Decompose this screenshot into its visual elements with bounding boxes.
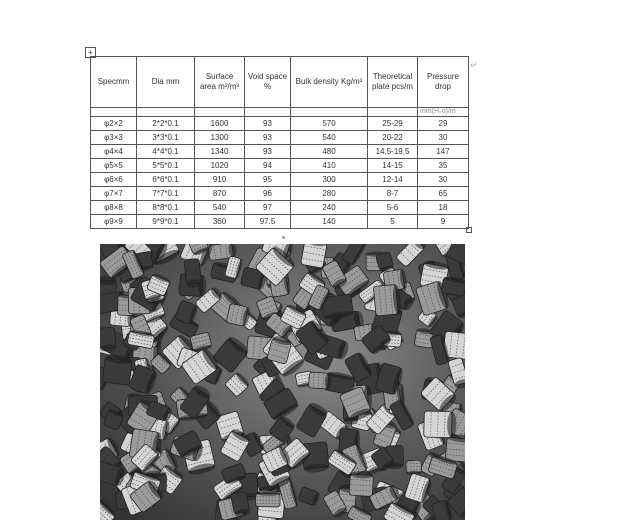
table-cell: 540 <box>291 131 368 145</box>
table-cell: 410 <box>291 159 368 173</box>
table-cell: 93 <box>245 145 291 159</box>
table-cell: 25-29 <box>368 117 418 131</box>
table-row <box>91 173 469 187</box>
mesh-ring <box>102 353 133 385</box>
table-cell: 97 <box>245 201 291 215</box>
mesh-ring <box>255 491 280 507</box>
table-cell: 540 <box>195 201 245 215</box>
header-cell: Bulk density Kg/m³ <box>291 57 368 108</box>
table-cell: 7*7*0.1 <box>137 187 195 201</box>
table-cell: 94 <box>245 159 291 173</box>
table-cell: 12-14 <box>368 173 418 187</box>
table-resize-handle[interactable] <box>466 227 472 233</box>
table-header-row <box>91 57 469 108</box>
table-cell: 910 <box>195 173 245 187</box>
table-cell: 20-22 <box>368 131 418 145</box>
table-cell: 9*9*0.1 <box>137 214 195 228</box>
table-cell: 65 <box>418 187 469 201</box>
table-cell: 30 <box>418 173 469 187</box>
table-row <box>91 214 469 228</box>
mesh-ring <box>100 327 116 352</box>
table-cell: 5*5*0.1 <box>137 159 195 173</box>
header-cell: Surface area m²/m³ <box>195 57 245 108</box>
table-cell: 93 <box>245 117 291 131</box>
mesh-ring <box>308 372 331 389</box>
table-cell: φ2×2 <box>91 117 137 131</box>
mesh-ring <box>296 400 330 437</box>
table-move-handle[interactable]: + <box>85 47 96 58</box>
table-cell: 147 <box>418 145 469 159</box>
table-cell: 480 <box>291 145 368 159</box>
table-unit-row <box>91 107 469 117</box>
table-cell: φ8×8 <box>91 201 137 215</box>
unit-cell <box>368 107 418 117</box>
table-cell: 8*8*0.1 <box>137 201 195 215</box>
table-cell: 9 <box>418 214 469 228</box>
table-row <box>91 187 469 201</box>
unit-cell: mm(H₂o)/m <box>418 107 469 117</box>
table-cell: 4*4*0.1 <box>137 145 195 159</box>
mesh-ring <box>298 486 322 506</box>
table-cell: 1300 <box>195 131 245 145</box>
table-cell: 29 <box>418 117 469 131</box>
table-row <box>91 145 469 159</box>
table-cell: 6*6*0.1 <box>137 173 195 187</box>
table-cell: 8-7 <box>368 187 418 201</box>
mesh-ring <box>373 284 402 316</box>
table-cell: 570 <box>291 117 368 131</box>
mesh-ring <box>184 259 201 289</box>
table-cell: 280 <box>291 187 368 201</box>
header-cell: Void space % <box>245 57 291 108</box>
wire-mesh-rings-image <box>100 244 465 520</box>
specification-table <box>90 56 469 229</box>
table-row <box>91 201 469 215</box>
specification-table-body <box>91 57 469 229</box>
table-cell: φ7×7 <box>91 187 137 201</box>
table-cell: 2*2*0.1 <box>137 117 195 131</box>
mesh-ring <box>349 471 374 497</box>
table-cell: 360 <box>195 214 245 228</box>
table-cell: 97.5 <box>245 214 291 228</box>
table-cell: 14.5-19.5 <box>368 145 418 159</box>
text-cursor-mark <box>282 236 285 239</box>
table-cell: φ5×5 <box>91 159 137 173</box>
unit-cell <box>291 107 368 117</box>
table-cell: 5-6 <box>368 201 418 215</box>
mesh-ring <box>424 411 457 438</box>
table-cell: 30 <box>418 131 469 145</box>
header-cell: Pressure drop <box>418 57 469 108</box>
header-cell: Specmm <box>91 57 137 108</box>
table-cell: φ4×4 <box>91 145 137 159</box>
header-cell: Theoretical plate pcs/m <box>368 57 418 108</box>
unit-cell <box>137 107 195 117</box>
table-cell: 96 <box>245 187 291 201</box>
table-cell: 140 <box>291 214 368 228</box>
table-row <box>91 131 469 145</box>
row-end-mark: ↵ <box>470 60 478 70</box>
table-cell: 1340 <box>195 145 245 159</box>
table-cell: 3*3*0.1 <box>137 131 195 145</box>
table-cell: 14-15 <box>368 159 418 173</box>
table-cell: 35 <box>418 159 469 173</box>
unit-cell <box>91 107 137 117</box>
table-cell: 5 <box>368 214 418 228</box>
table-cell: 18 <box>418 201 469 215</box>
table-cell: 240 <box>291 201 368 215</box>
table-cell: φ3×3 <box>91 131 137 145</box>
product-photo <box>100 244 465 520</box>
table-cell: 300 <box>291 173 368 187</box>
unit-cell <box>195 107 245 117</box>
table-row <box>91 117 469 131</box>
unit-cell <box>245 107 291 117</box>
table-cell: 870 <box>195 187 245 201</box>
table-row <box>91 159 469 173</box>
mesh-ring <box>224 256 243 280</box>
table-cell: 1020 <box>195 159 245 173</box>
table-cell: 93 <box>245 131 291 145</box>
mesh-ring <box>406 460 422 475</box>
table-cell: φ9×9 <box>91 214 137 228</box>
mesh-ring <box>224 371 250 397</box>
mesh-ring <box>100 498 117 520</box>
table-cell: 1600 <box>195 117 245 131</box>
table-cell: φ6×6 <box>91 173 137 187</box>
header-cell: Dia mm <box>137 57 195 108</box>
table-cell: 95 <box>245 173 291 187</box>
